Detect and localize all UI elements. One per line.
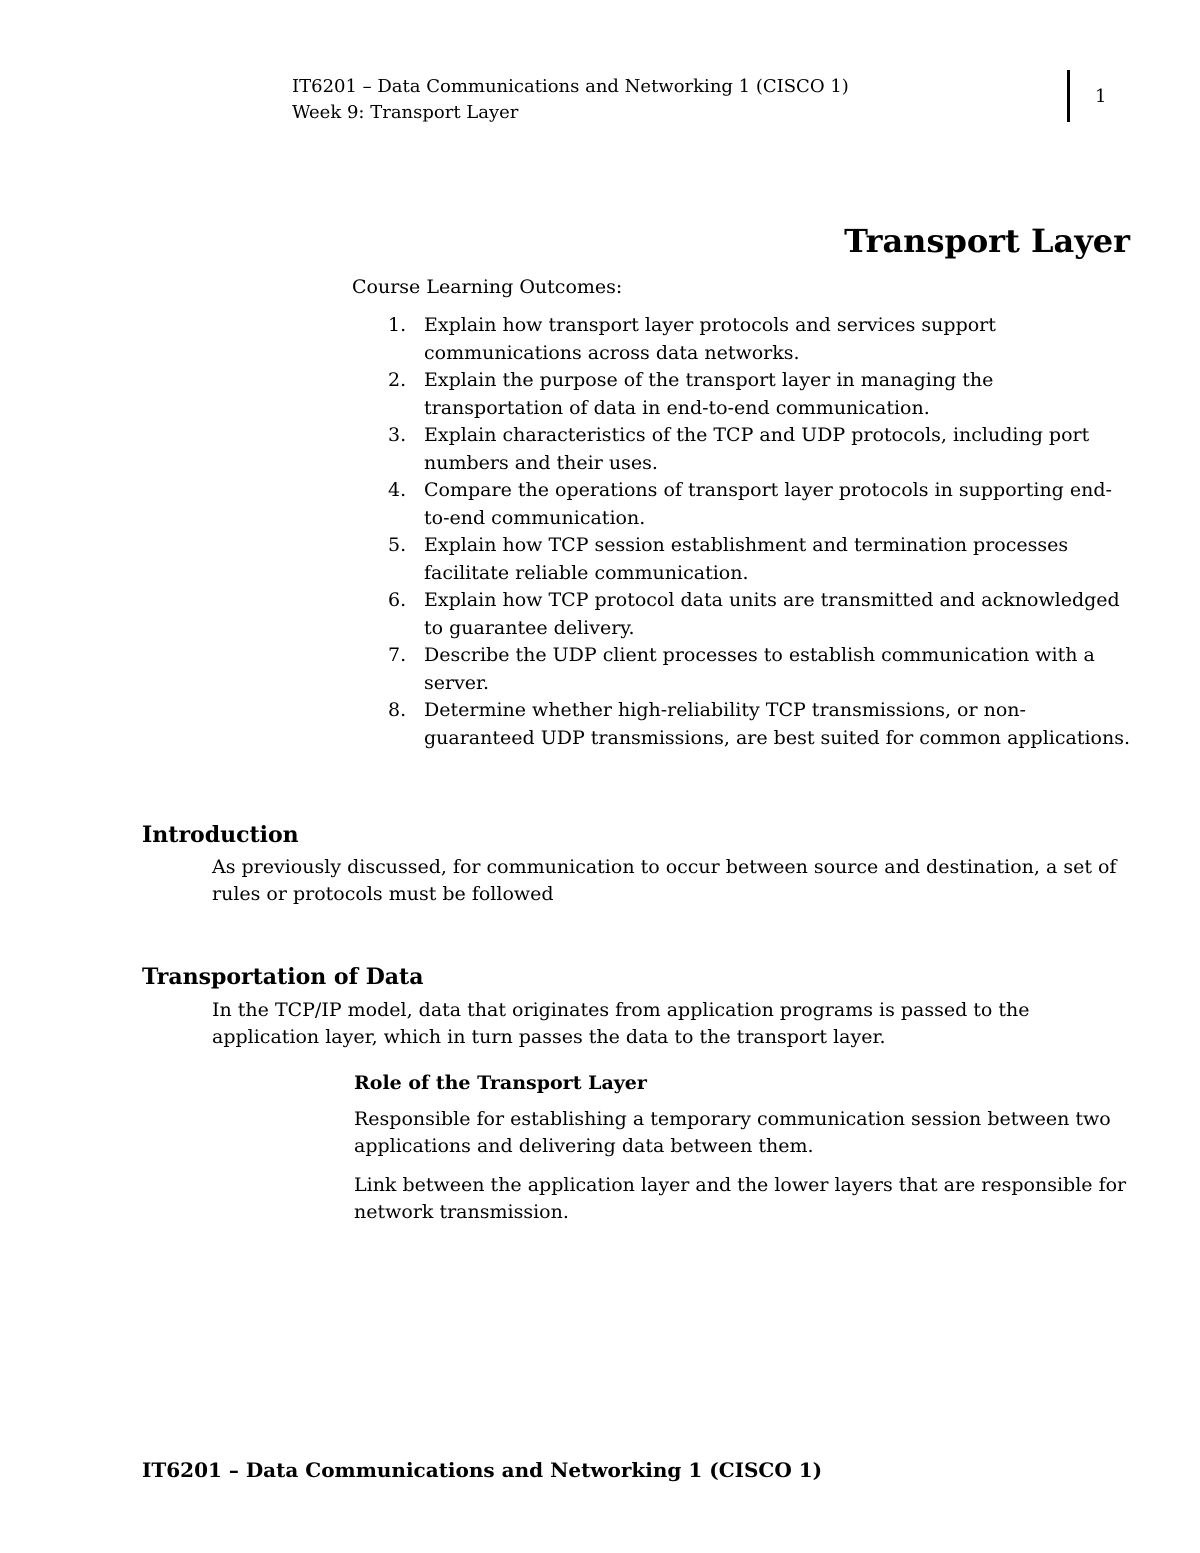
outcome-item bbox=[352, 587, 1132, 642]
outcome-item bbox=[352, 422, 1132, 477]
outcome-text: Determine whether high-reliability TCP transmissions, or non-guaranteed UDP transmissions, are best suited for common applications. bbox=[424, 699, 1131, 749]
outcome-item bbox=[352, 697, 1132, 752]
role-heading: Role of the Transport Layer bbox=[354, 1072, 647, 1094]
outcome-number: 5. bbox=[388, 534, 407, 556]
outcome-item bbox=[352, 312, 1132, 367]
role-section bbox=[354, 1072, 1144, 1238]
outcome-number: 4. bbox=[388, 479, 407, 501]
outcome-item bbox=[352, 642, 1132, 697]
outcome-text: Explain the purpose of the transport layer in managing the transportation of data in end-to-end communication. bbox=[424, 369, 994, 419]
header-divider bbox=[1067, 70, 1070, 122]
outcome-item bbox=[352, 532, 1132, 587]
outcome-item bbox=[352, 367, 1132, 422]
page-header bbox=[292, 74, 849, 126]
outcome-item bbox=[352, 477, 1132, 532]
outcome-number: 1. bbox=[388, 314, 407, 336]
outcomes-label: Course Learning Outcomes: bbox=[352, 276, 623, 298]
role-paragraph-1: Responsible for establishing a temporary communication session between two applications and delivering data between them. bbox=[354, 1108, 1111, 1157]
outcomes-list bbox=[352, 312, 1132, 752]
page-number: 1 bbox=[1095, 86, 1107, 107]
header-week: Week 9: Transport Layer bbox=[292, 102, 519, 123]
outcome-text: Compare the operations of transport layer protocols in supporting end-to-end communication. bbox=[424, 479, 1112, 529]
outcome-text: Explain how TCP session establishment and termination processes facilitate reliable communication. bbox=[424, 534, 1069, 584]
outcome-text: Explain how TCP protocol data units are transmitted and acknowledged to guarantee delivery. bbox=[424, 589, 1120, 639]
transportation-heading: Transportation of Data bbox=[142, 964, 424, 990]
outcome-text: Explain characteristics of the TCP and UDP protocols, including port numbers and their uses. bbox=[424, 424, 1090, 474]
role-paragraph-2: Link between the application layer and the lower layers that are responsible for network transmission. bbox=[354, 1174, 1127, 1223]
outcome-text: Describe the UDP client processes to establish communication with a server. bbox=[424, 644, 1095, 694]
page-footer: IT6201 – Data Communications and Networking 1 (CISCO 1) bbox=[142, 1458, 823, 1482]
introduction-body: As previously discussed, for communication to occur between source and destination, a set of rules or protocols must be followed bbox=[212, 856, 1117, 905]
outcome-number: 2. bbox=[388, 369, 407, 391]
outcome-number: 7. bbox=[388, 644, 407, 666]
outcome-number: 6. bbox=[388, 589, 407, 611]
outcome-number: 8. bbox=[388, 699, 407, 721]
transportation-body: In the TCP/IP model, data that originates from application programs is passed to the application layer, which in turn passes the data to the transport layer. bbox=[212, 999, 1030, 1048]
outcome-number: 3. bbox=[388, 424, 407, 446]
page-title: Transport Layer bbox=[844, 222, 1130, 260]
header-course: IT6201 – Data Communications and Networking 1 (CISCO 1) bbox=[292, 76, 849, 97]
introduction-heading: Introduction bbox=[142, 822, 299, 848]
outcome-text: Explain how transport layer protocols and services support communications across data networks. bbox=[424, 314, 996, 364]
